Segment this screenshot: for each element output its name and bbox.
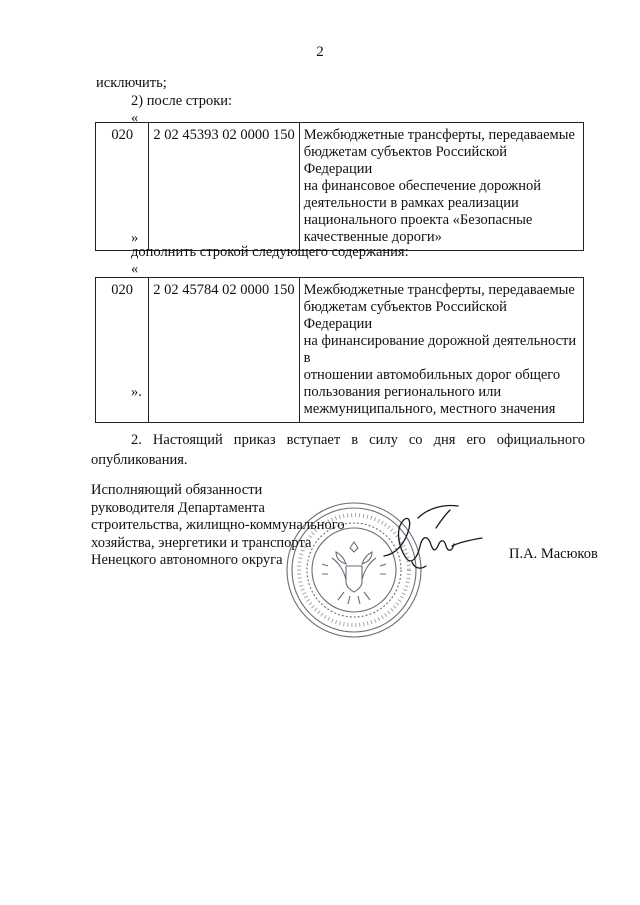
open-quote-2: «	[131, 261, 139, 277]
open-quote-1: «	[131, 110, 139, 126]
row-description: Межбюджетные трансферты, передаваемые бюджетам субъектов Российской Федерации на финансирование дорожной деятельности в отношении автомобильных дорог общего пользования регионального или межмуниципального, местного значения	[299, 278, 583, 423]
signatory-title: Исполняющий обязанности руководителя Департамента строительства, жилищно-коммунального хозяйства, энергетики и транспорта Ненецкого автономного округа	[91, 482, 345, 568]
add-row-line: дополнить строкой следующего содержания:	[131, 244, 409, 260]
row-code: 020	[96, 278, 149, 423]
existing-row-table	[95, 122, 584, 251]
close-quote-1: »	[131, 230, 139, 246]
paragraph-2-line-1: 2. Настоящий приказ вступает в силу со дня его официального	[131, 432, 585, 448]
signatory-name: П.А. Масюков	[509, 546, 598, 562]
row-kbk: 2 02 45393 02 0000 150	[149, 123, 299, 251]
table-row	[96, 123, 584, 251]
exclude-line: исключить;	[96, 75, 167, 91]
row-code: 020	[96, 123, 149, 251]
close-quote-2: ».	[131, 384, 142, 400]
table-row	[96, 278, 584, 423]
signature-icon	[378, 498, 488, 574]
page-number: 2	[316, 44, 324, 60]
paragraph-2-line-2: опубликования.	[91, 452, 188, 468]
new-row-table	[95, 277, 584, 423]
row-description: Межбюджетные трансферты, передаваемые бюджетам субъектов Российской Федерации на финансовое обеспечение дорожной деятельности в рамках реализации национального проекта «Безопасные качественные дороги»	[299, 123, 583, 251]
paragraph-2	[91, 430, 585, 470]
row-kbk: 2 02 45784 02 0000 150	[149, 278, 299, 423]
after-row-line: 2) после строки:	[131, 93, 233, 109]
